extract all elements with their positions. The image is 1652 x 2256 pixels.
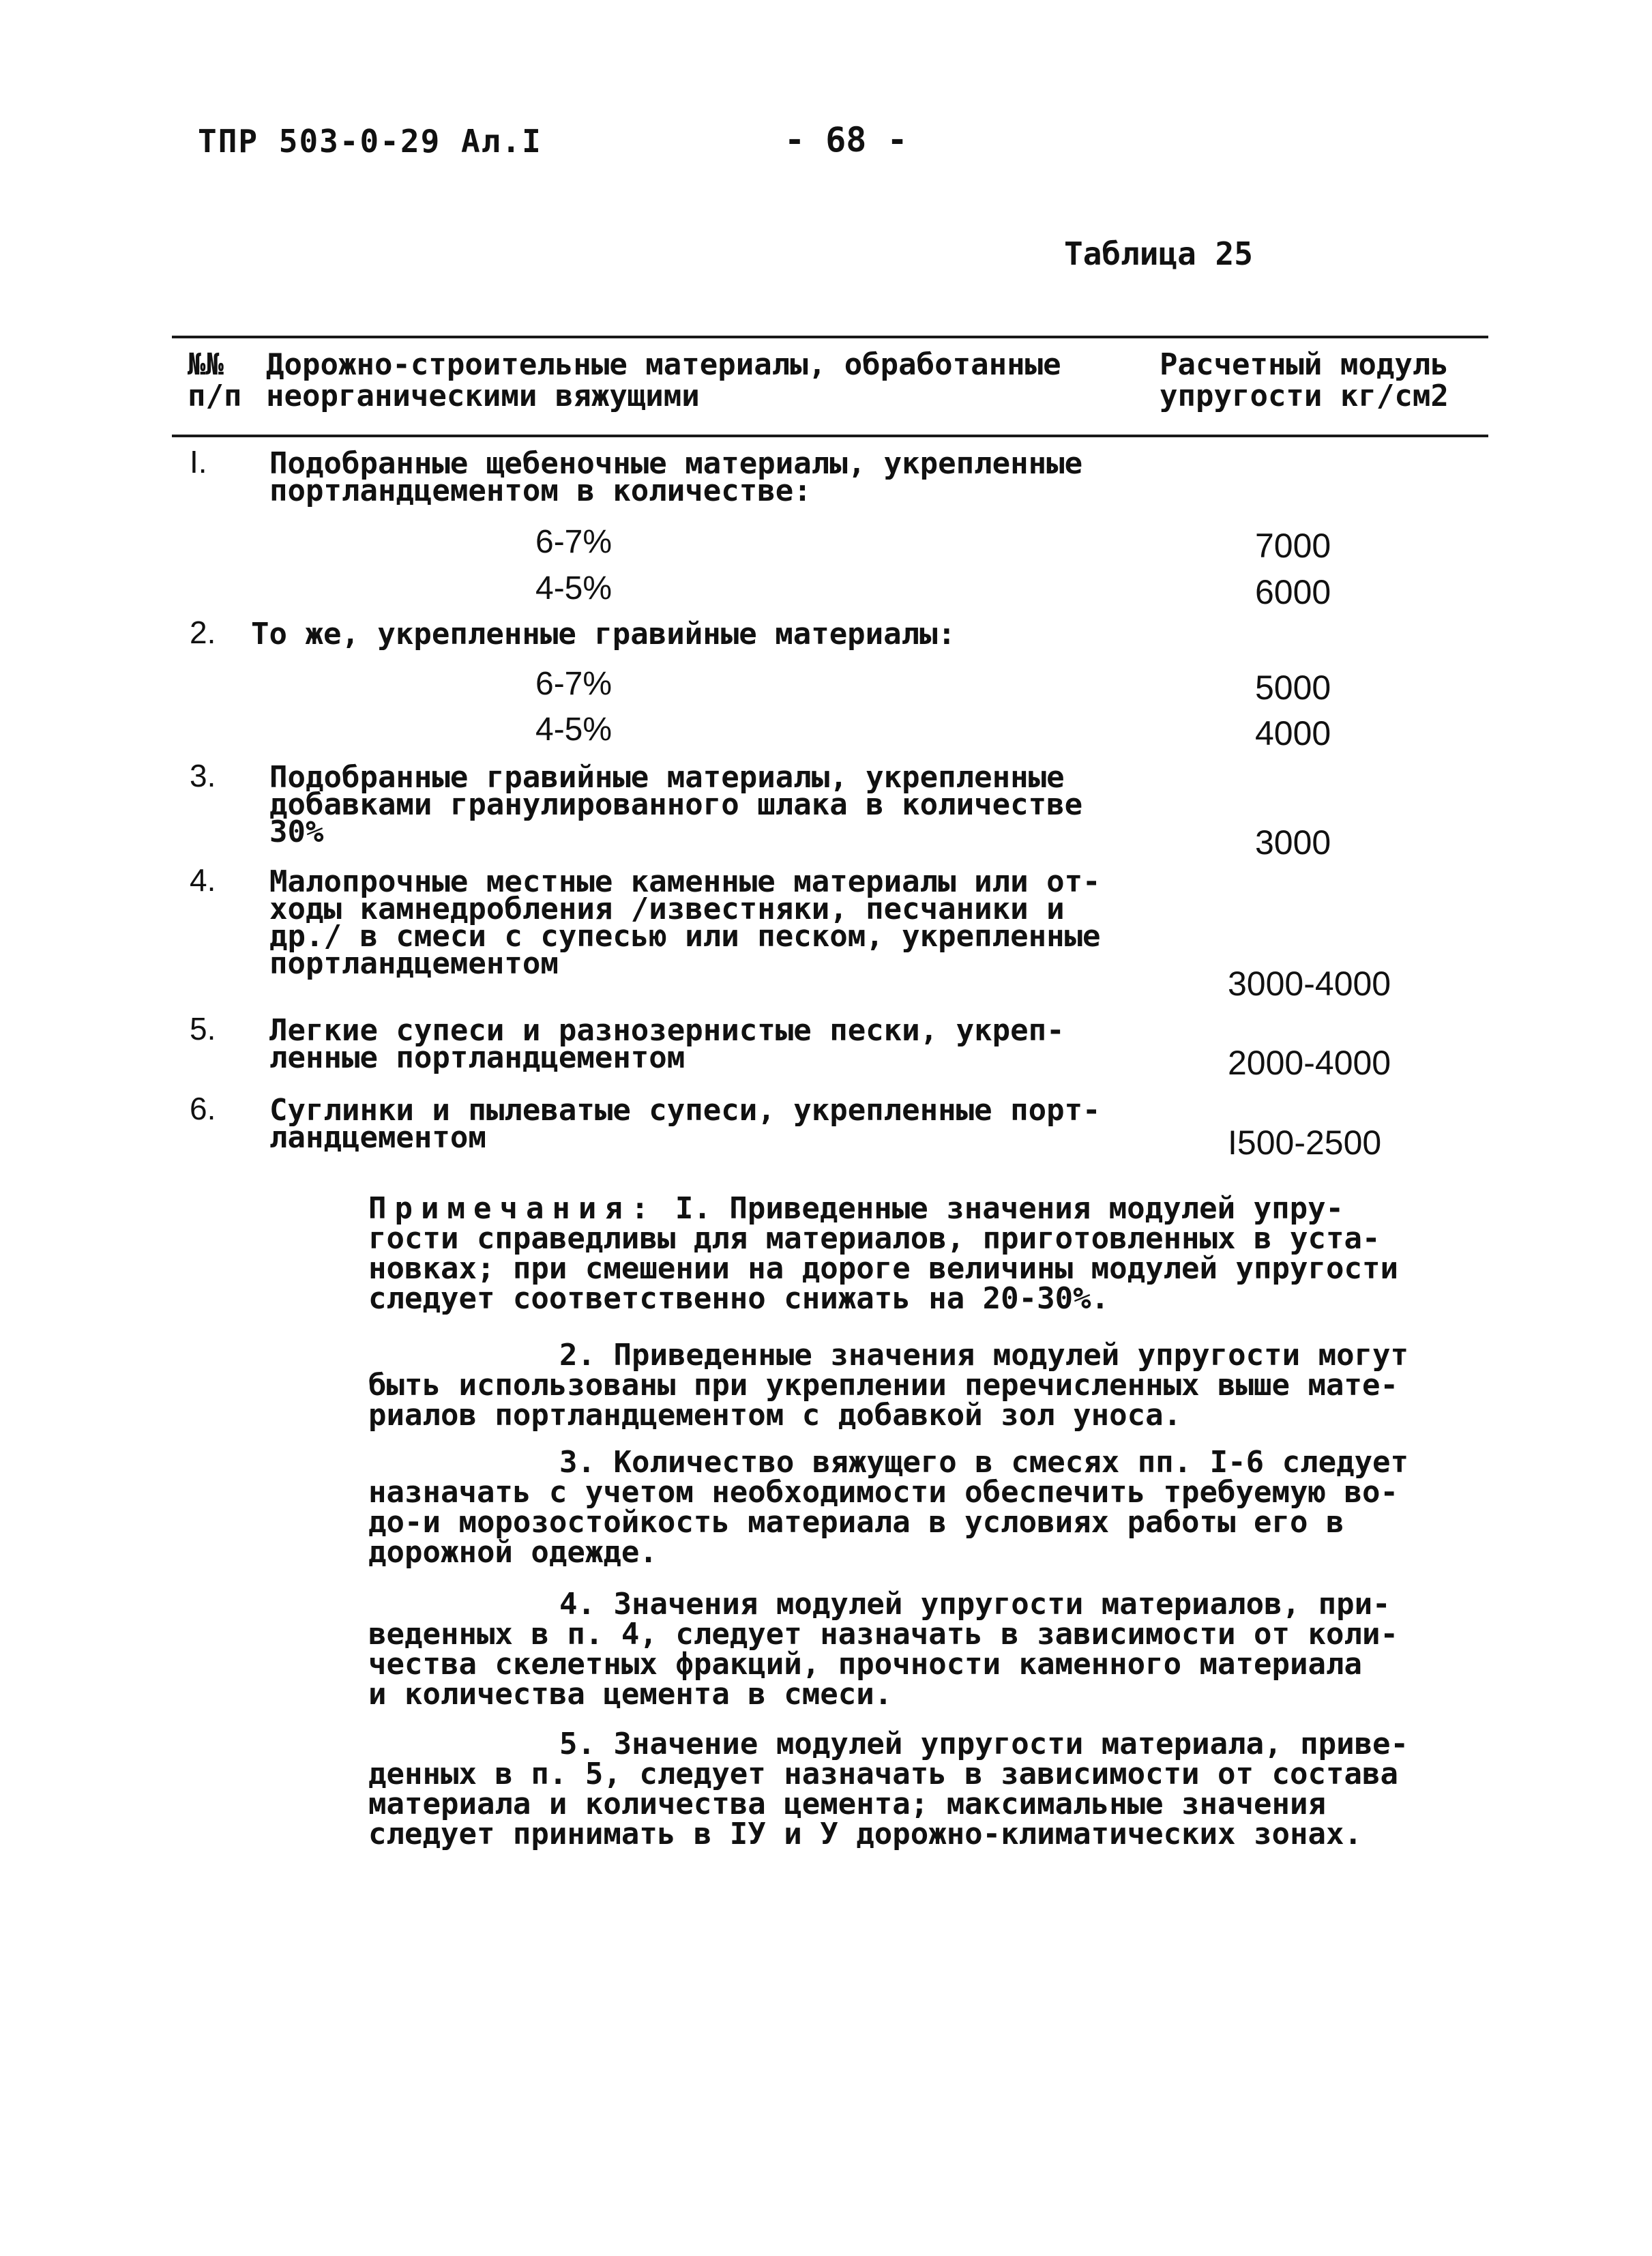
row-percentage: 4-5% — [535, 712, 613, 748]
note-first-line: 3. Количество вяжущего в смесях пп. I-6 следует — [559, 1445, 1409, 1480]
row-modulus-value: 6000 — [1255, 573, 1331, 611]
row-material — [269, 1013, 1065, 1075]
row-material — [251, 617, 956, 651]
table-top-rule — [172, 336, 1488, 338]
note-line: веденных в п. 4, следует назначать в зависимости от коли- — [368, 1617, 1398, 1652]
note-first-line: 2. Приведенные значения модулей упругости могут — [559, 1338, 1409, 1373]
row-material-line: ландцементом — [269, 1120, 486, 1155]
row-material-line: ленные портландцементом — [269, 1040, 685, 1075]
column-header-material — [266, 349, 1061, 412]
row-material — [269, 760, 1083, 849]
row-material — [269, 864, 1101, 981]
row-modulus-value: 3000 — [1255, 823, 1331, 862]
row-material-line: Легкие супеси и разнозернистые пески, укреп- — [269, 1013, 1065, 1048]
note-3 — [368, 1445, 1409, 1570]
note-first-line: I. Приведенные значения модулей упру- — [675, 1191, 1344, 1226]
row-material — [269, 446, 1083, 508]
row-material-line: Малопрочные местные каменные материалы или от- — [269, 864, 1101, 899]
row-number: 5. — [190, 1011, 216, 1046]
note-line: до-и морозостойкость материала в условиях работы его в — [368, 1505, 1344, 1540]
note-line: и количества цемента в смеси. — [368, 1677, 893, 1712]
row-material-line: 30% — [269, 815, 324, 849]
document-code: ТПР 503-0-29 Ал.I — [198, 123, 542, 160]
row-percentage: 6-7% — [535, 666, 613, 702]
row-modulus-value: 3000-4000 — [1228, 965, 1391, 1003]
column-header-modulus — [1160, 349, 1449, 412]
note-line: чества скелетных фракций, прочности каменного материала — [368, 1647, 1362, 1682]
row-material-line: др./ в смеси с супесью или песком, укрепленные — [269, 919, 1101, 954]
note-line: следует принимать в IУ и У дорожно-климатических зонах. — [368, 1817, 1362, 1851]
note-line: риалов портландцементом с добавкой зол уноса. — [368, 1398, 1182, 1433]
row-material-line: ходы камнедробления /известняки, песчаники и — [269, 892, 1065, 926]
column-header-number — [188, 349, 241, 412]
table-header-rule — [172, 435, 1488, 437]
row-number: 2. — [190, 615, 216, 650]
row-material-line: То же, укрепленные гравийные материалы: — [251, 617, 956, 651]
row-material-line: Суглинки и пылеватые супеси, укрепленные порт- — [269, 1093, 1101, 1128]
note-line: денных в п. 5, следует назначать в зависимости от состава — [368, 1757, 1398, 1791]
row-material-line: Подобранные щебеночные материалы, укрепленные — [269, 446, 1083, 481]
note-2 — [368, 1338, 1409, 1433]
row-modulus-value: I500-2500 — [1228, 1124, 1382, 1162]
note-line: новках; при смешении на дороге величины модулей упругости — [368, 1251, 1398, 1286]
note-line: дорожной одежде. — [368, 1535, 658, 1570]
column-header-material-line: неорганическими вяжущими — [266, 379, 700, 413]
note-line: следует соответственно снижать на 20-30%. — [368, 1281, 1110, 1316]
note-first-line: 5. Значение модулей упругости материала, приве- — [559, 1727, 1409, 1761]
row-material-line: портландцементом — [269, 946, 559, 981]
row-modulus-value: 2000-4000 — [1228, 1044, 1391, 1082]
row-number: 4. — [190, 862, 216, 898]
note-first-line: 4. Значения модулей упругости материалов, при- — [559, 1587, 1391, 1622]
row-number: 3. — [190, 758, 216, 793]
column-header-number-line: п/п — [188, 379, 242, 413]
row-modulus-value: 7000 — [1255, 527, 1331, 565]
notes-label: Примечания: — [368, 1191, 658, 1226]
row-number: 6. — [190, 1091, 216, 1126]
column-header-modulus-line: упругости кг/см2 — [1160, 379, 1449, 413]
row-percentage: 6-7% — [535, 524, 613, 560]
row-material-line: Подобранные гравийные материалы, укрепленные — [269, 760, 1065, 795]
row-number: I. — [190, 444, 207, 480]
row-material-line: портландцементом в количестве: — [269, 473, 812, 508]
note-line: материала и количества цемента; максимальные значения — [368, 1787, 1326, 1821]
row-material — [269, 1093, 1101, 1155]
row-percentage: 4-5% — [535, 570, 613, 606]
table-title: Таблица 25 — [1064, 235, 1253, 272]
note-line: гости справедливы для материалов, приготовленных в уста- — [368, 1221, 1381, 1256]
row-modulus-value: 4000 — [1255, 714, 1331, 752]
note-line: быть использованы при укреплении перечисленных выше мате- — [368, 1368, 1398, 1403]
row-material-line: добавками гранулированного шлака в количестве — [269, 787, 1083, 822]
note-line: назначать с учетом необходимости обеспечить требуемую во- — [368, 1475, 1398, 1510]
column-header-material-line: Дорожно-строительные материалы, обработанные — [266, 347, 1061, 382]
note-5 — [368, 1729, 1408, 1849]
column-header-number-line: №№ — [188, 347, 224, 382]
note-1 — [368, 1191, 1398, 1316]
page-number: - 68 - — [784, 120, 908, 160]
note-4 — [368, 1587, 1398, 1712]
row-modulus-value: 5000 — [1255, 669, 1331, 707]
column-header-modulus-line: Расчетный модуль — [1160, 347, 1449, 382]
